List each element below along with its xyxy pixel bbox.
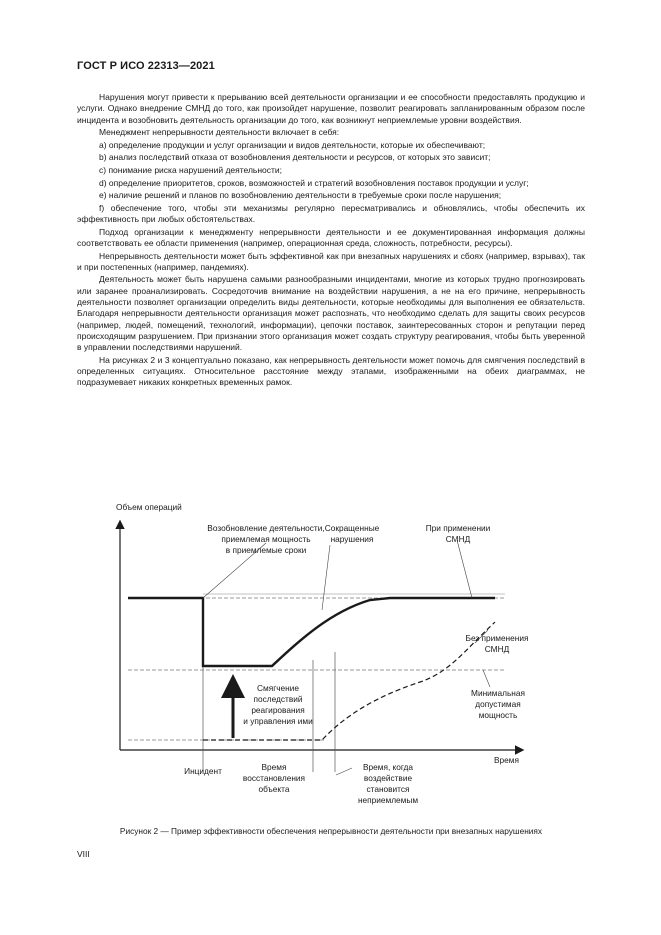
label-with-bcms <box>426 523 491 544</box>
figure-caption: Рисунок 2 — Пример эффективности обеспечения непрерывности деятельности при внезапных нарушениях <box>119 826 543 836</box>
svg-text:последствий: последствий <box>253 694 303 704</box>
svg-text:воздействие: воздействие <box>363 773 413 783</box>
svg-text:реагирования: реагирования <box>251 705 305 715</box>
page-number: VIII <box>77 849 90 859</box>
paragraph: Подход организации к менеджменту непрерывности деятельности и ее документированная информация должны соответствовать ее области применения (например, операционная среда, сложность, потребности, ресурсы). <box>77 226 585 248</box>
svg-text:Время, когда: Время, когда <box>362 762 414 772</box>
svg-text:в приемлемые сроки: в приемлемые сроки <box>225 545 307 555</box>
svg-text:Минимальная: Минимальная <box>471 688 525 698</box>
list-item: f) обеспечение того, чтобы эти механизмы регулярно пересматривались и обновлялись, чтобы обеспечить их эффективность при любых обстоятельствах. <box>77 202 585 225</box>
label-mitigation <box>243 683 313 726</box>
svg-text:Время: Время <box>261 762 287 772</box>
list-item: d) определение приоритетов, сроков, возможностей и стратегий возобновления поставок продукции и услуг; <box>99 177 529 188</box>
body-text <box>77 92 585 390</box>
svg-text:и управления ими: и управления ими <box>243 716 313 726</box>
paragraph: На рисунках 2 и 3 концептуально показано, как непрерывность деятельности может помочь для смягчения последствий в определенных ситуациях. Относительное расстояние между этапами, изображенными на обеих диаграммах, не подразумевает никаких конкретных временных рамок. <box>77 354 585 388</box>
svg-text:мощность: мощность <box>478 710 518 720</box>
svg-text:допустимая: допустимая <box>475 699 521 709</box>
svg-text:Возобновление деятельности,: Возобновление деятельности, <box>207 523 325 533</box>
svg-text:нарушения: нарушения <box>330 534 374 544</box>
list-item: c) понимание риска нарушений деятельности; <box>99 164 283 175</box>
with-bcms-curve <box>128 598 495 666</box>
list-item: e) наличие решений и планов по возобновлению деятельности в требуемые сроки после нарушения; <box>99 190 502 201</box>
label-unacceptable-time <box>358 762 418 805</box>
x-axis-label: Время <box>494 755 519 765</box>
svg-text:СМНД: СМНД <box>484 644 510 654</box>
paragraph: Нарушения могут привести к прерыванию всей деятельности организации и ее способности предоставлять продукцию и услуги. Однако внедрение СМНД до того, как произойдет нарушение, позволит реагировать запланированным образом после инцидента и возобновить деятельность организации до того, как возникнут неприемлемые уровни воздействия. <box>77 92 585 125</box>
label-without-bcms <box>466 633 529 654</box>
svg-text:неприемлемым: неприемлемым <box>357 795 419 805</box>
svg-text:Инцидент: Инцидент <box>184 766 222 776</box>
svg-text:объекта: объекта <box>258 784 290 794</box>
svg-text:приемлемая мощность: приемлемая мощность <box>221 534 311 544</box>
svg-text:Без применения: Без применения <box>465 633 529 643</box>
y-axis-label: Объем операций <box>116 502 182 512</box>
list-item: b) анализ последствий отказа от возобновления деятельности и ресурсов, от которых это зависит; <box>99 152 491 163</box>
paragraph: Непрерывность деятельности может быть эффективной как при внезапных нарушениях и сбоях (например, взрывах), так и при постепенных (например, пандемиях). <box>77 250 585 272</box>
figure-diagram <box>100 500 540 815</box>
svg-text:Смягчение: Смягчение <box>257 683 299 693</box>
paragraph: Менеджмент непрерывности деятельности включает в себя: <box>99 127 340 138</box>
label-incident <box>184 766 222 776</box>
paragraph: Деятельность может быть нарушена самыми разнообразными инцидентами, многие из которых трудно прогнозировать или заранее проанализировать. Сосредоточив внимание на воздействии нарушения, а не на его причине, непрерывность деятельности позволяет организации определить виды деятельности, которые необходимы для выполнения ее обязательств. Благодаря непрерывности деятельности организация может распознать, что необходимо сделать для защиты своих ресурсов (например, людей, помещений, технологий, информации), цепочки поставок, заинтересованных сторон и репутации перед происходящим разрушением. При признании этого организация может создать структуру реагирования, чтобы быть уверенной в управлении последствиями нарушений. <box>77 274 585 353</box>
label-reduced-disruption <box>325 523 380 544</box>
label-recovery-time <box>243 762 305 794</box>
document-header: ГОСТ Р ИСО 22313—2021 <box>77 60 215 72</box>
svg-text:При применении: При применении <box>425 523 491 533</box>
list-item: a) определение продукции и услуг организации и видов деятельности, которые их обеспечивают; <box>99 139 486 150</box>
svg-text:становится: становится <box>366 784 410 794</box>
svg-text:восстановления: восстановления <box>242 773 306 783</box>
svg-text:Сокращенные: Сокращенные <box>324 523 380 533</box>
label-resumption <box>207 523 324 555</box>
svg-text:СМНД: СМНД <box>445 534 471 544</box>
label-min-capacity <box>471 688 525 720</box>
